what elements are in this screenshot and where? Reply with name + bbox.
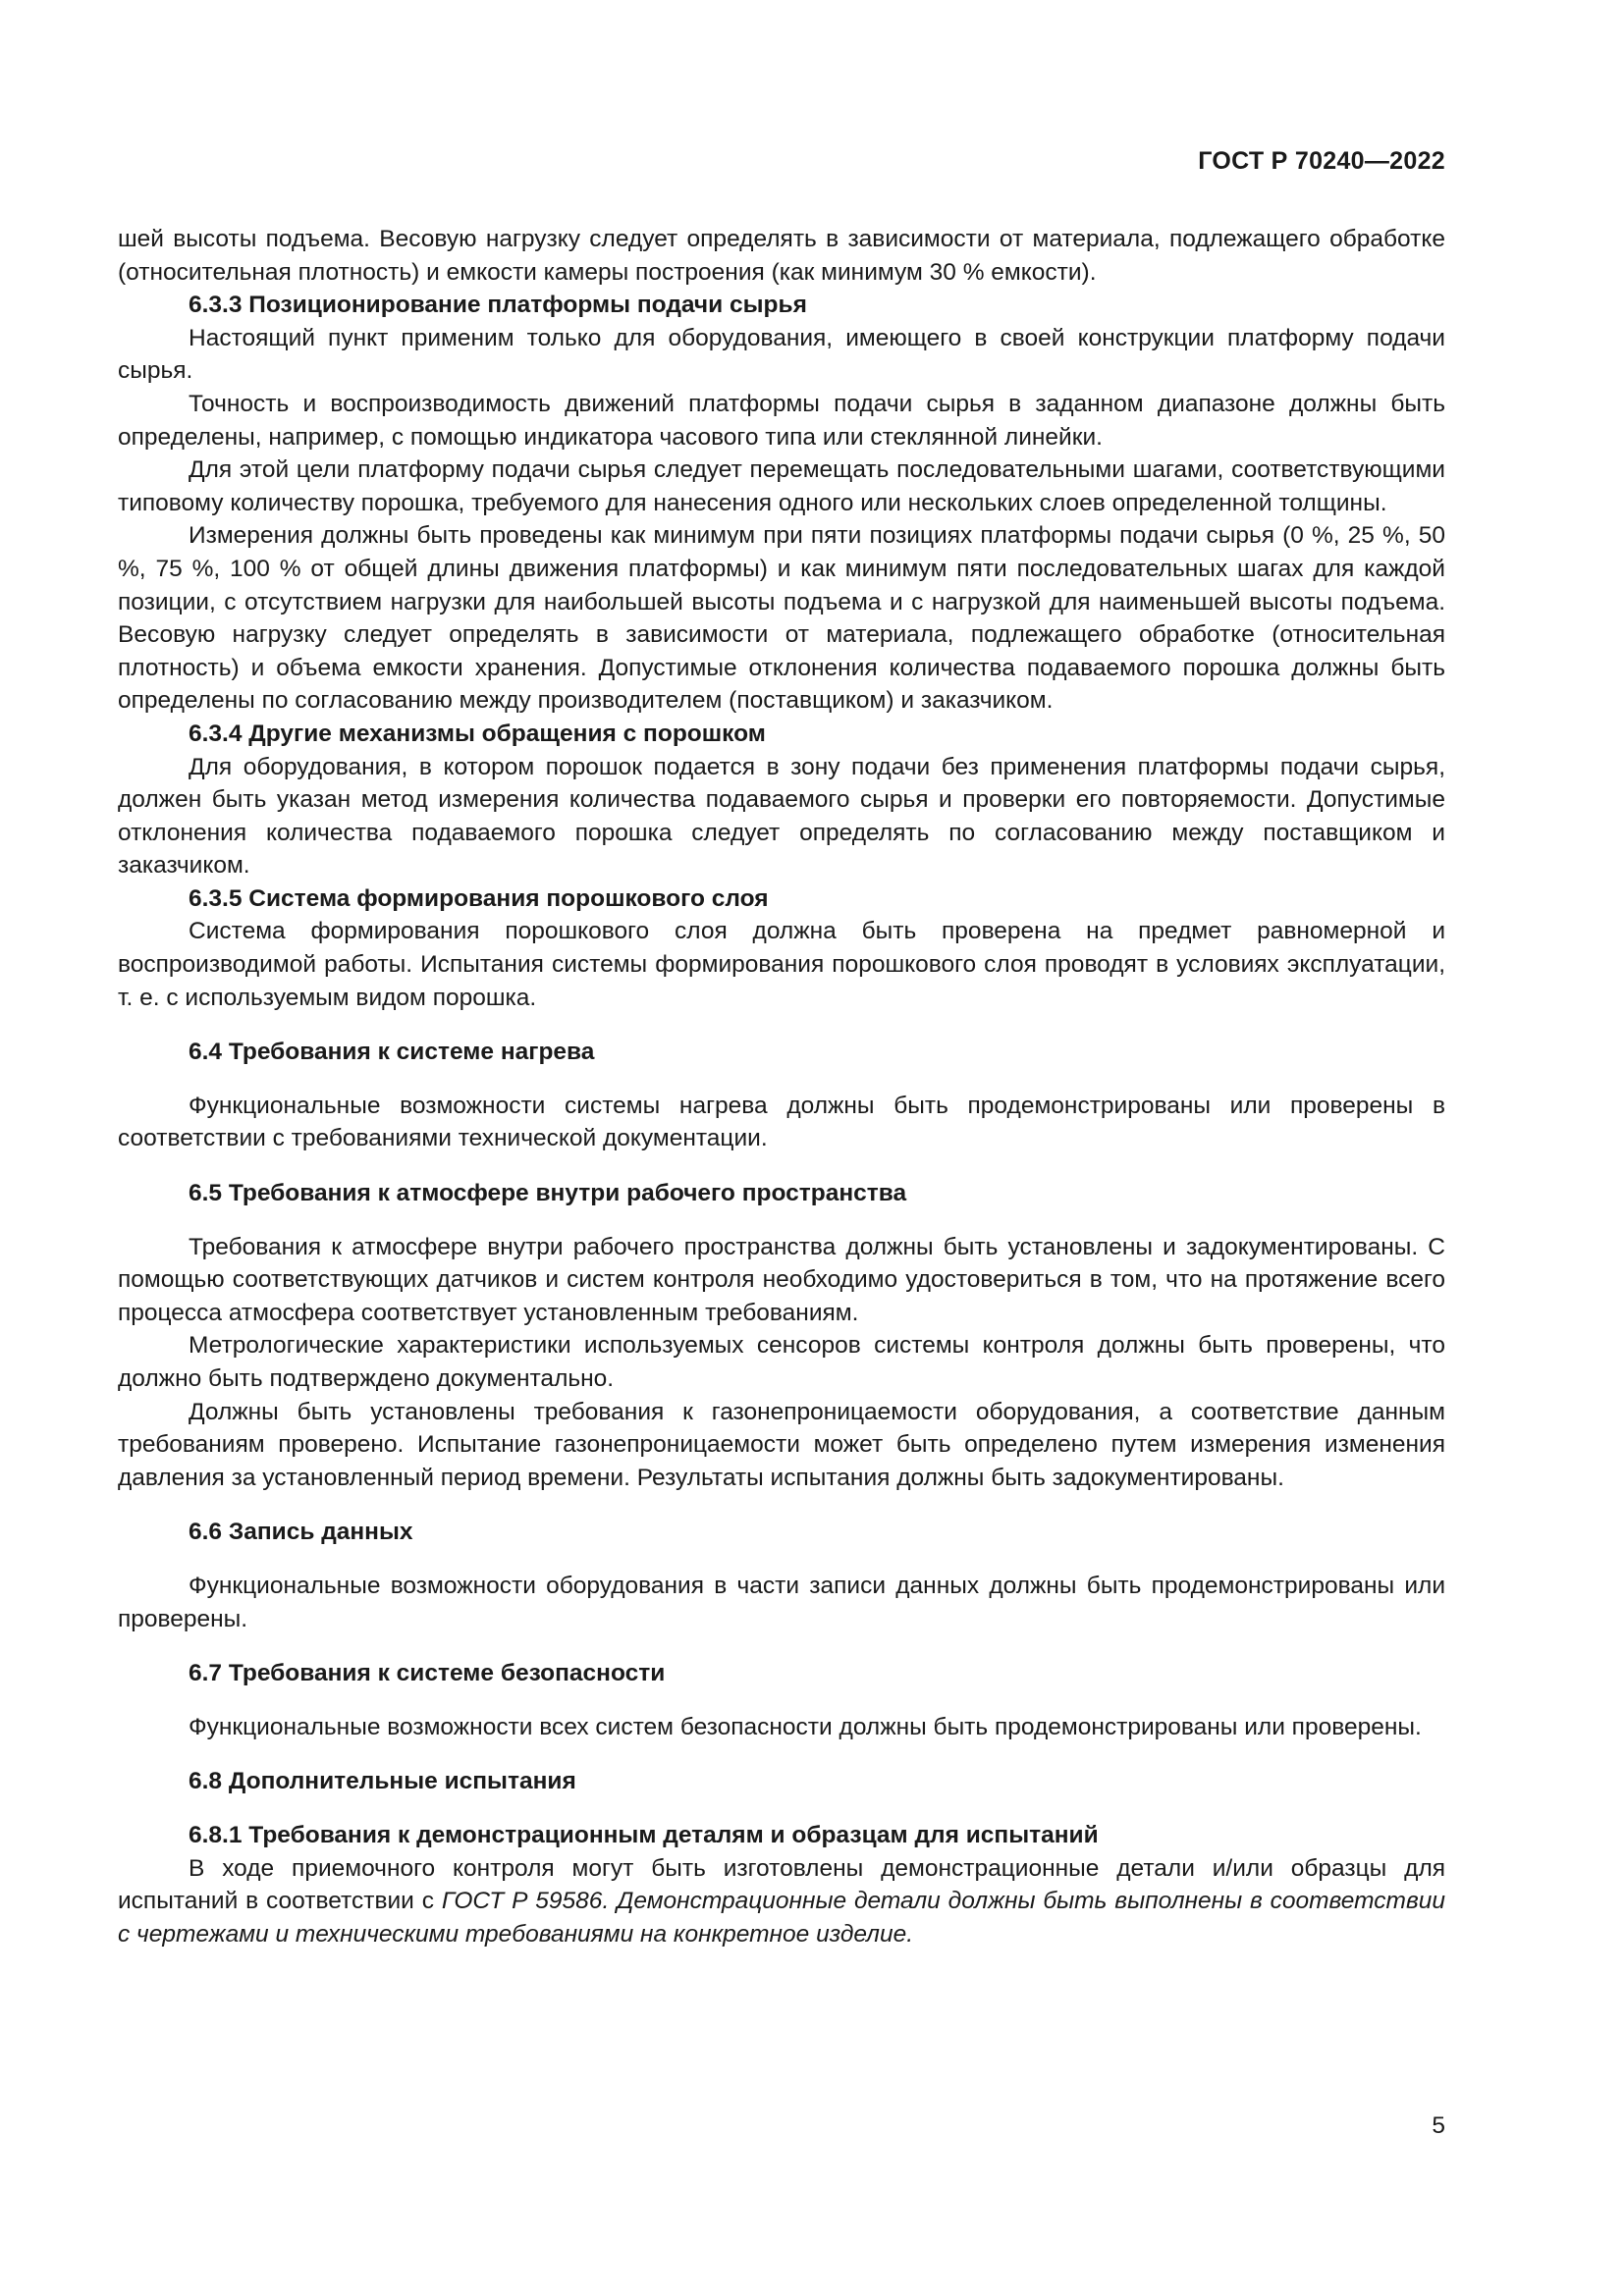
paragraph: Точность и воспроизводимость движений платформы подачи сырья в заданном диапазоне должны быть определены, например, с помощью индикатора часового типа или стеклянной линейки. (118, 390, 1445, 451)
section-heading-6-7: 6.7 Требования к системе безопасности (189, 1660, 666, 1687)
page-body (118, 223, 1445, 1950)
document-id: ГОСТ Р 70240—2022 (1198, 147, 1445, 175)
section-heading-6-3-5: 6.3.5 Система формирования порошкового слоя (189, 884, 769, 912)
paragraph: Функциональные возможности системы нагрева должны быть продемонстрированы или проверены в соответствии с требованиями технической документации. (118, 1092, 1445, 1152)
paragraph: шей высоты подъема. Весовую нагрузку следует определять в зависимости от материала, подлежащего обработке (относительная плотность) и емкости камеры построения (как минимум 30 % емкости). (118, 226, 1445, 286)
section-heading-6-8: 6.8 Дополнительные испытания (189, 1768, 576, 1795)
section-heading-6-4: 6.4 Требования к системе нагрева (189, 1039, 595, 1066)
paragraph: Измерения должны быть проведены как минимум при пяти позициях платформы подачи сырья (0 %, 25 %, 50 %, 75 %, 100 % от общей длины движения платформы) и как минимум пяти последовательных шагах для каждой позиции, с отсутствием нагрузки для наибольшей высоты подъема и с нагрузкой для наименьшей высоты подъема. Весовую нагрузку следует определять в зависимости от материала, подлежащего обработке (относительная плотность) и объема емкости хранения. Допустимые отклонения количества подаваемого порошка должны быть определены по согласованию между производителем (поставщиком) и заказчиком. (118, 522, 1445, 715)
section-heading-6-3-4: 6.3.4 Другие механизмы обращения с порошком (189, 720, 766, 747)
paragraph: Для оборудования, в котором порошок подается в зону подачи без применения платформы подачи сырья, должен быть указан метод измерения количества подаваемого сырья и проверки его повторяемости. Допустимые отклонения количества подаваемого порошка следует определять по согласованию между поставщиком и заказчиком. (118, 753, 1445, 880)
section-heading-6-3-3: 6.3.3 Позиционирование платформы подачи сырья (189, 292, 807, 319)
paragraph: Метрологические характеристики используемых сенсоров системы контроля должны быть проверены, что должно быть подтверждено документально. (118, 1332, 1445, 1392)
section-heading-6-5: 6.5 Требования к атмосфере внутри рабочего пространства (189, 1180, 907, 1207)
section-heading-6-6: 6.6 Запись данных (189, 1519, 413, 1546)
paragraph: Функциональные возможности оборудования в части записи данных должны быть продемонстрированы или проверены. (118, 1572, 1445, 1632)
section-heading-6-8-1: 6.8.1 Требования к демонстрационным деталям и образцам для испытаний (189, 1821, 1099, 1848)
paragraph (118, 1852, 1445, 1951)
paragraph: Для этой цели платформу подачи сырья следует перемещать последовательными шагами, соответствующими типовому количеству порошка, требуемого для нанесения одного или нескольких слоев определенной толщины. (118, 456, 1445, 516)
paragraph: Система формирования порошкового слоя должна быть проверена на предмет равномерной и воспроизводимой работы. Испытания системы формирования порошкового слоя проводят в условиях эксплуатации, т. е. с используемым видом порошка. (118, 918, 1445, 1011)
page-number: 5 (1432, 2112, 1445, 2139)
paragraph: Функциональные возможности всех систем безопасности должны быть продемонстрированы или проверены. (189, 1713, 1422, 1740)
paragraph-italic-text: ГОСТ Р 59586. Демонстрационные детали должны быть выполнены в соответствии с чертежами и техническими требованиями на конкретное изделие. (118, 1888, 1445, 1948)
paragraph: Должны быть установлены требования к газонепроницаемости оборудования, а соответствие данным требованиям проверено. Испытание газонепроницаемости может быть определено путем измерения изменения давления за установленный период времени. Результаты испытания должны быть задокументированы. (118, 1398, 1445, 1491)
paragraph: Требования к атмосфере внутри рабочего пространства должны быть установлены и задокументированы. С помощью соответствующих датчиков и систем контроля необходимо удостовериться в том, что на протяжение всего процесса атмосфера соответствует установленным требованиям. (118, 1233, 1445, 1326)
paragraph: Настоящий пункт применим только для оборудования, имеющего в своей конструкции платформу подачи сырья. (118, 324, 1445, 385)
paragraph-text: В ходе приемочного контроля могут быть изготовлены демонстрационные детали и/или образцы для испытаний в соответствии с (118, 1854, 1445, 1915)
